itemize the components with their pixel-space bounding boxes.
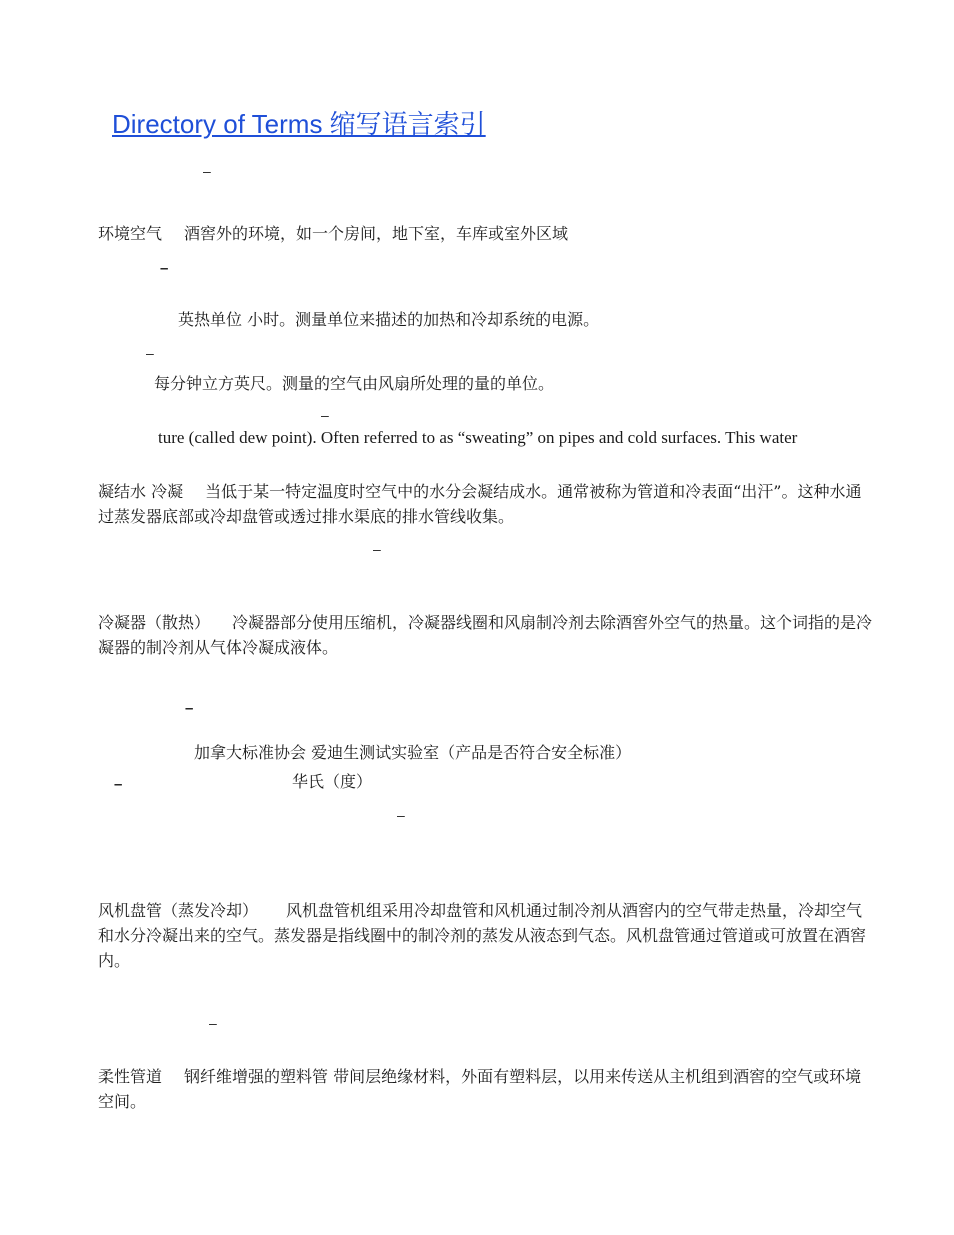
entry-btu: 英热单位 小时。测量单位来描述的加热和冷却系统的电源。 — [178, 310, 600, 329]
entry-definition: 冷凝器部分使用压缩机，冷凝器线圈和风扇制冷剂去除酒窖外空气的热量。这个词指的是冷凝器的制冷剂从气体冷凝成液体。 — [98, 613, 873, 657]
dash-mark: – — [321, 407, 329, 423]
entry-condenser — [98, 610, 874, 660]
entry-cfm: 每分钟立方英尺。测量的空气由风扇所处理的量的单位。 — [154, 374, 555, 393]
dash-mark: – — [397, 807, 405, 823]
entry-definition: 酒窖外的环境，如一个房间，地下室，车库或室外区域 — [184, 224, 569, 243]
entry-csa: 加拿大标准协会 爱迪生测试实验室（产品是否符合安全标准） — [194, 743, 632, 762]
dash-mark: – — [160, 260, 169, 277]
entry-term: 冷凝器（散热） — [98, 613, 211, 632]
entry-ambient — [98, 222, 568, 246]
entry-definition: 风机盘管机组采用冷却盘管和风机通过制冷剂从酒窖内的空气带走热量，冷却空气和水分冷凝出来的空气。蒸发器是指线圈中的制冷剂的蒸发从液态到气态。风机盘管通过管道或可放置在酒窖内。 — [98, 901, 867, 970]
entry-fahrenheit: 华氏（度） — [292, 772, 373, 791]
entry-term: 风机盘管（蒸发冷却） — [98, 901, 259, 920]
dash-mark: – — [209, 1015, 217, 1031]
entry-condensate-english: ture (called dew point). Often referred to as “sweating” on pipes and cold surfaces. This water — [158, 428, 798, 447]
entry-condensate — [98, 479, 874, 529]
entry-fan-coil — [98, 898, 874, 973]
dash-mark: – — [203, 163, 211, 179]
entry-flex-duct — [98, 1064, 874, 1114]
entry-definition: 当低于某一特定温度时空气中的水分会凝结成水。通常被称为管道和冷表面“出汗”。这种水通过蒸发器底部或冷却盘管或透过排水渠底的排水管线收集。 — [98, 482, 862, 526]
dash-mark: – — [114, 776, 123, 793]
directory-title-link[interactable]: Directory of Terms 缩写语言索引 — [112, 109, 486, 139]
dash-mark: – — [185, 700, 194, 717]
entry-term: 柔性管道 — [98, 1067, 163, 1086]
dash-mark: – — [373, 541, 381, 557]
entry-term: 凝结水 冷凝 — [98, 482, 184, 501]
dash-mark: – — [146, 345, 154, 361]
entry-term: 环境空气 — [98, 224, 163, 243]
entry-definition: 钢纤维增强的塑料管 带间层绝缘材料，外面有塑料层，以用来传送从主机组到酒窖的空气或环境空间。 — [98, 1067, 862, 1111]
